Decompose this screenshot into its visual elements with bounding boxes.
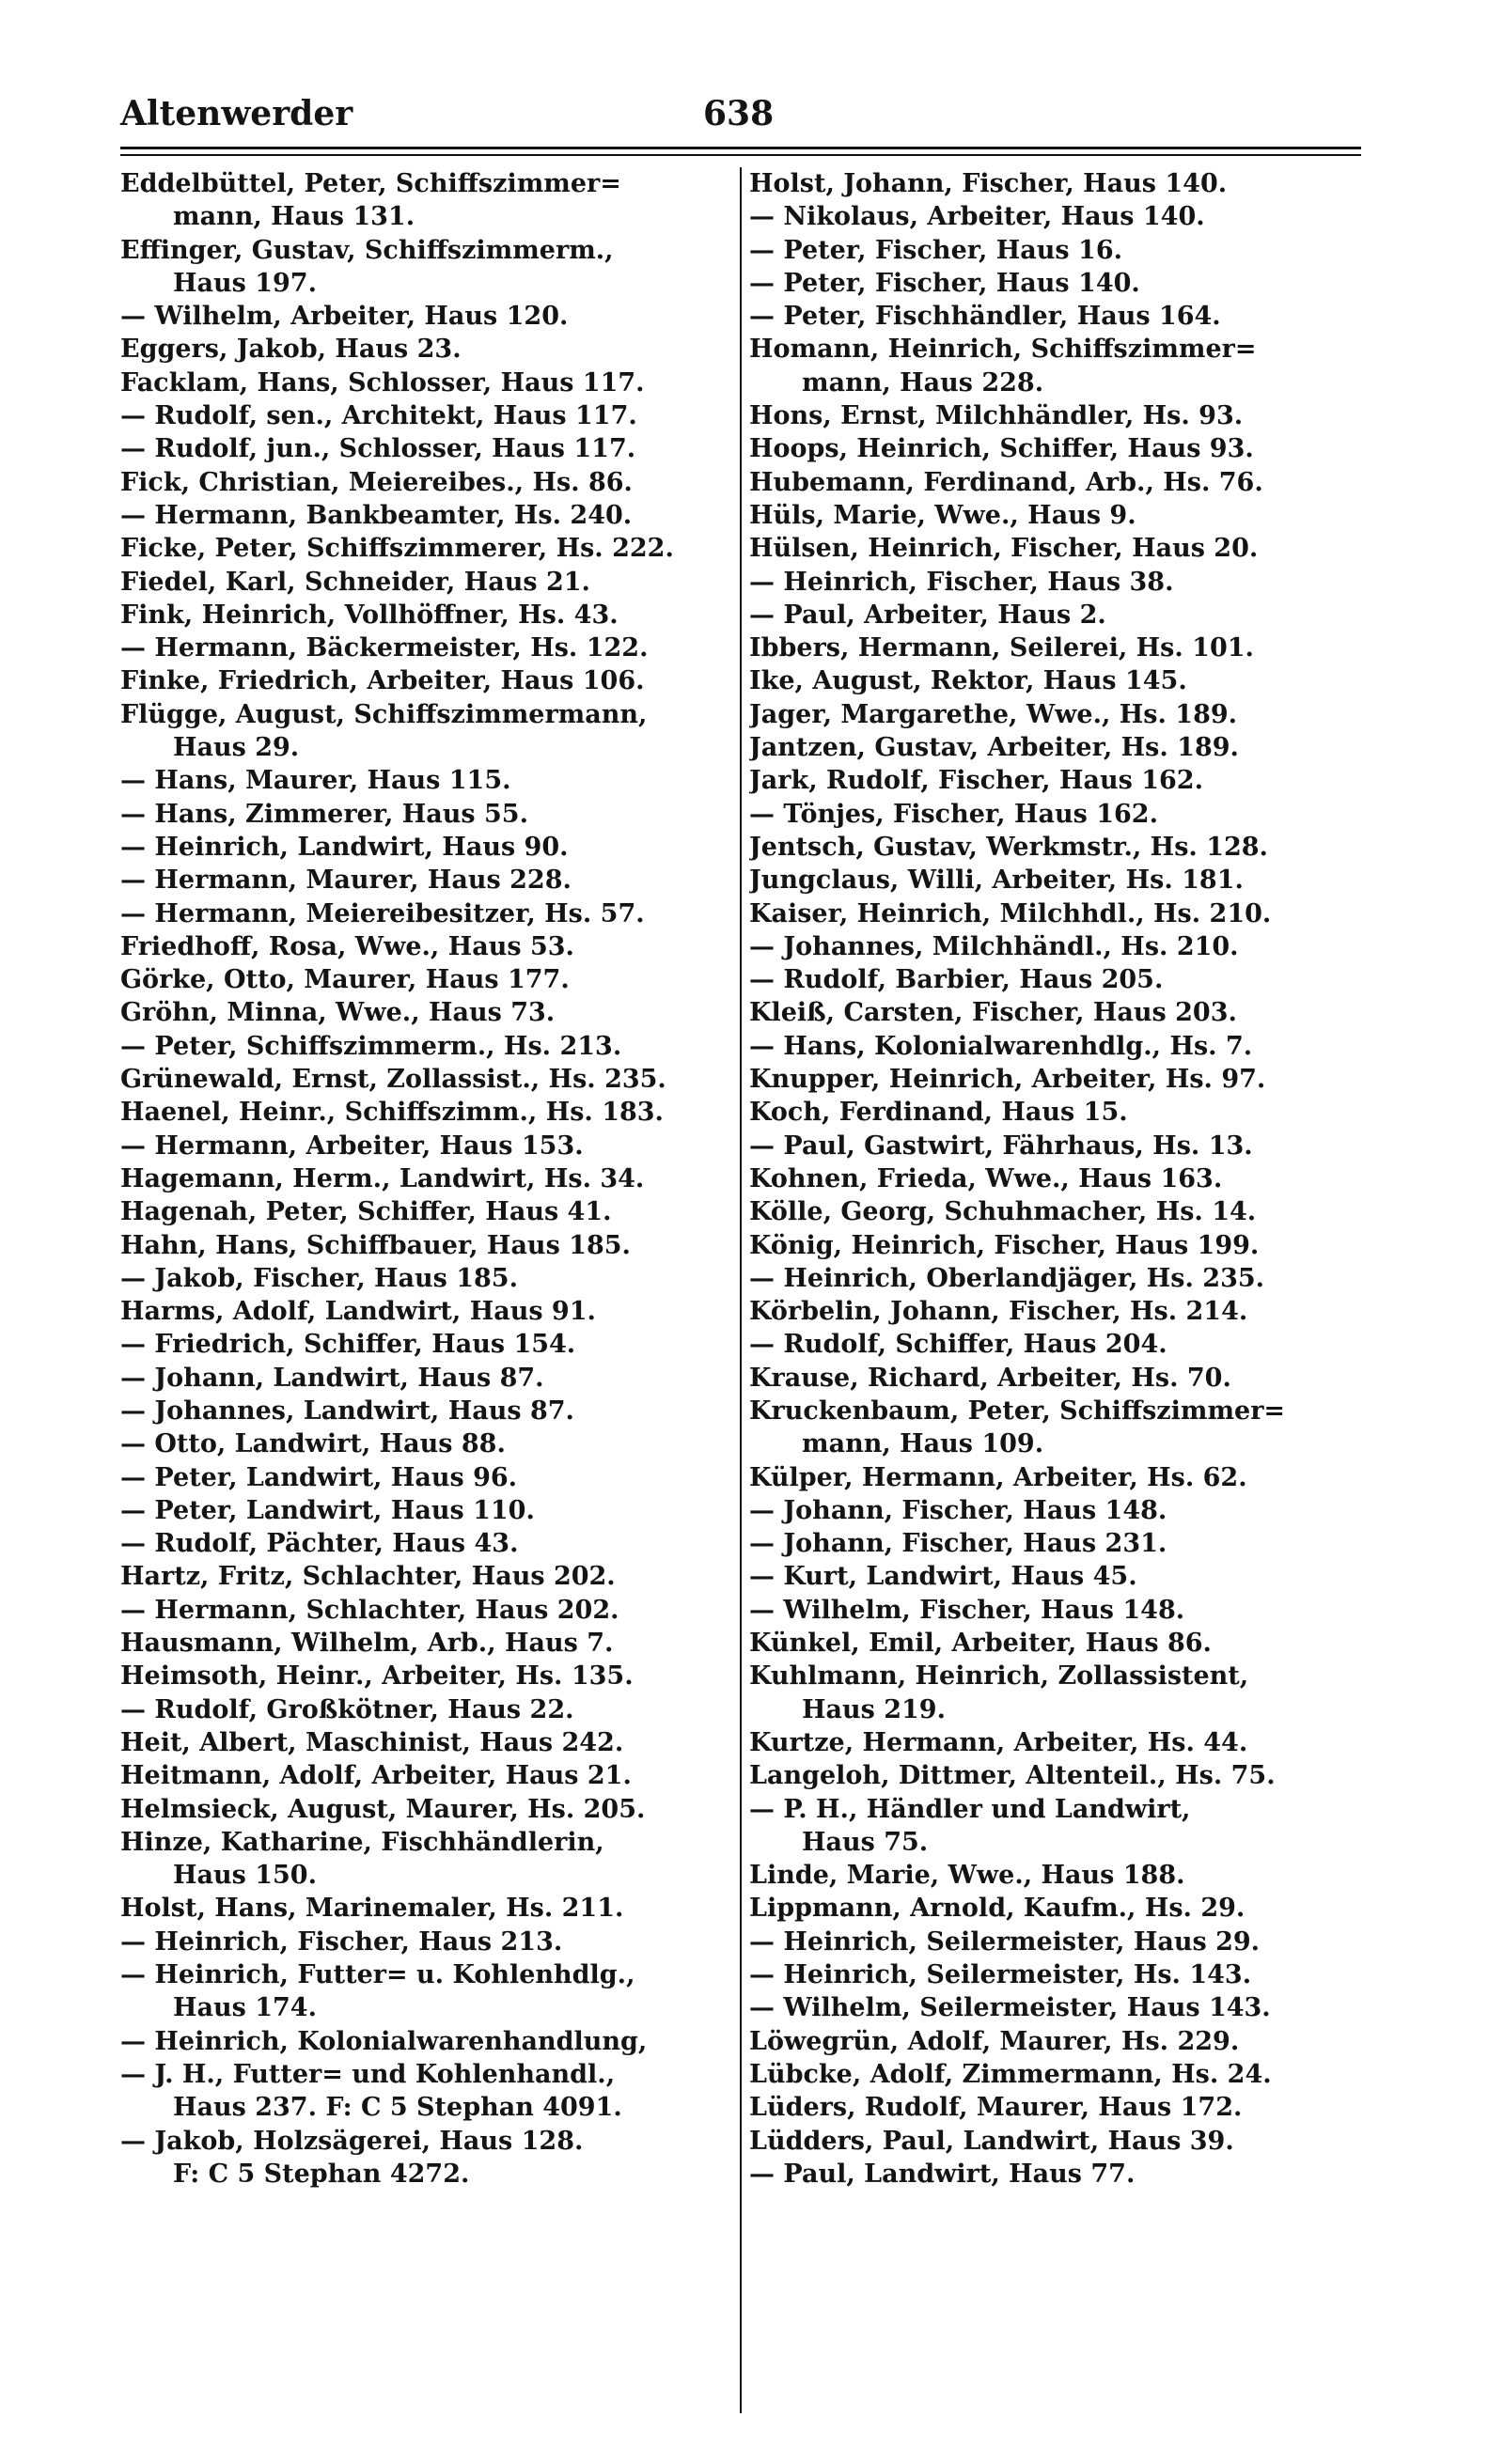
directory-entry: Lüders, Rudolf, Maurer, Haus 172. bbox=[749, 2093, 1243, 2123]
directory-entry: König, Heinrich, Fischer, Haus 199. bbox=[749, 1230, 1260, 1260]
directory-entry: Flügge, August, Schiffszimmermann, bbox=[120, 699, 648, 729]
directory-entry: Eddelbüttel, Peter, Schiffszimmer= bbox=[120, 169, 621, 198]
directory-entry: — Peter, Schiffszimmerm., Hs. 213. bbox=[120, 1031, 622, 1061]
directory-entry: — Johann, Landwirt, Haus 87. bbox=[120, 1363, 544, 1393]
directory-entry: — Wilhelm, Seilermeister, Haus 143. bbox=[749, 1993, 1271, 2023]
directory-entry: Heitmann, Adolf, Arbeiter, Haus 21. bbox=[120, 1761, 632, 1791]
header-rule-double bbox=[120, 154, 1361, 156]
directory-entry: Koch, Ferdinand, Haus 15. bbox=[749, 1098, 1128, 1128]
directory-entry: — Heinrich, Kolonialwarenhandlung, bbox=[120, 2026, 648, 2056]
directory-entry: Görke, Otto, Maurer, Haus 177. bbox=[120, 965, 570, 995]
directory-entry: — Hermann, Meiereibesitzer, Hs. 57. bbox=[120, 898, 645, 928]
directory-entry: Friedhoff, Rosa, Wwe., Haus 53. bbox=[120, 931, 574, 961]
entry-continuation: Haus 219. bbox=[802, 1694, 946, 1724]
directory-entry: Hagemann, Herm., Landwirt, Hs. 34. bbox=[120, 1163, 645, 1193]
directory-entry: — Tönjes, Fischer, Haus 162. bbox=[749, 799, 1158, 829]
directory-entry: — Johann, Fischer, Haus 148. bbox=[749, 1495, 1167, 1525]
directory-entry: Fick, Christian, Meiereibes., Hs. 86. bbox=[120, 467, 633, 497]
directory-entry: — Jakob, Fischer, Haus 185. bbox=[120, 1263, 518, 1293]
directory-entry: Hüls, Marie, Wwe., Haus 9. bbox=[749, 500, 1136, 530]
directory-entry: — Friedrich, Schiffer, Haus 154. bbox=[120, 1330, 576, 1360]
directory-entry: — Peter, Fischer, Haus 16. bbox=[749, 235, 1123, 265]
directory-entry: — Hermann, Bäckermeister, Hs. 122. bbox=[120, 633, 649, 663]
entry-continuation: mann, Haus 109. bbox=[802, 1429, 1044, 1459]
directory-entry: Ficke, Peter, Schiffszimmerer, Hs. 222. bbox=[120, 534, 674, 564]
directory-entry: Körbelin, Johann, Fischer, Hs. 214. bbox=[749, 1297, 1248, 1327]
directory-entry: Kruckenbaum, Peter, Schiffszimmer= bbox=[749, 1396, 1286, 1426]
header-rule bbox=[120, 147, 1361, 149]
directory-entry: Haenel, Heinr., Schiffszimm., Hs. 183. bbox=[120, 1098, 664, 1128]
directory-entry: — Paul, Gastwirt, Fährhaus, Hs. 13. bbox=[749, 1131, 1253, 1161]
directory-entry: — Rudolf, Barbier, Haus 205. bbox=[749, 965, 1164, 995]
directory-entry: Effinger, Gustav, Schiffszimmerm., bbox=[120, 235, 614, 265]
directory-entry: Hausmann, Wilhelm, Arb., Haus 7. bbox=[120, 1629, 614, 1659]
directory-entry: Ike, August, Rektor, Haus 145. bbox=[749, 666, 1187, 696]
directory-entry: Lippmann, Arnold, Kaufm., Hs. 29. bbox=[749, 1894, 1246, 1924]
directory-entry: — Heinrich, Fischer, Haus 38. bbox=[749, 567, 1174, 597]
directory-entry: Hahn, Hans, Schiffbauer, Haus 185. bbox=[120, 1230, 631, 1260]
entry-continuation: Haus 150. bbox=[173, 1861, 317, 1891]
right-column bbox=[742, 167, 1361, 2413]
directory-entry: Kölle, Georg, Schuhmacher, Hs. 14. bbox=[749, 1197, 1257, 1227]
directory-entry: — Heinrich, Oberlandjäger, Hs. 235. bbox=[749, 1263, 1265, 1293]
directory-entry: — Peter, Fischhändler, Haus 164. bbox=[749, 302, 1221, 332]
directory-entry: Facklam, Hans, Schlosser, Haus 117. bbox=[120, 367, 645, 398]
directory-entry: Hinze, Katharine, Fischhändlerin, bbox=[120, 1827, 604, 1857]
directory-entry: Jager, Margarethe, Wwe., Hs. 189. bbox=[749, 699, 1238, 729]
directory-entry: — Heinrich, Landwirt, Haus 90. bbox=[120, 832, 569, 862]
directory-entry: — Rudolf, sen., Architekt, Haus 117. bbox=[120, 401, 637, 431]
directory-entry: — P. H., Händler und Landwirt, bbox=[749, 1794, 1191, 1824]
directory-entry: — J. H., Futter= und Kohlenhandl., bbox=[120, 2059, 616, 2089]
directory-entry: — Rudolf, jun., Schlosser, Haus 117. bbox=[120, 434, 636, 464]
page-number: 638 bbox=[703, 94, 775, 133]
directory-entry: — Hermann, Arbeiter, Haus 153. bbox=[120, 1131, 584, 1161]
directory-entry: — Paul, Landwirt, Haus 77. bbox=[749, 2159, 1136, 2189]
directory-entry: — Heinrich, Seilermeister, Haus 29. bbox=[749, 1926, 1261, 1957]
directory-entry: Jentsch, Gustav, Werkmstr., Hs. 128. bbox=[749, 832, 1268, 862]
directory-entry: Knupper, Heinrich, Arbeiter, Hs. 97. bbox=[749, 1065, 1266, 1095]
entry-continuation: mann, Haus 131. bbox=[173, 202, 415, 232]
directory-entry: — Johann, Fischer, Haus 231. bbox=[749, 1529, 1167, 1559]
directory-entry: Fiedel, Karl, Schneider, Haus 21. bbox=[120, 567, 590, 597]
directory-entry: Fink, Heinrich, Vollhöffner, Hs. 43. bbox=[120, 600, 619, 630]
directory-entry: — Hans, Kolonialwarenhdlg., Hs. 7. bbox=[749, 1031, 1253, 1061]
directory-entry: — Hermann, Bankbeamter, Hs. 240. bbox=[120, 500, 633, 530]
directory-entry: Löwegrün, Adolf, Maurer, Hs. 229. bbox=[749, 2026, 1240, 2056]
directory-entry: — Heinrich, Fischer, Haus 213. bbox=[120, 1926, 563, 1957]
directory-entry: Harms, Adolf, Landwirt, Haus 91. bbox=[120, 1297, 596, 1327]
directory-entry: — Johannes, Milchhändl., Hs. 210. bbox=[749, 931, 1239, 961]
directory-entry: Heit, Albert, Maschinist, Haus 242. bbox=[120, 1727, 624, 1757]
page-header bbox=[120, 90, 1361, 137]
directory-entry: — Rudolf, Schiffer, Haus 204. bbox=[749, 1330, 1167, 1360]
directory-entry: — Nikolaus, Arbeiter, Haus 140. bbox=[749, 202, 1205, 232]
directory-entry: — Peter, Landwirt, Haus 110. bbox=[120, 1495, 535, 1525]
directory-entry: — Jakob, Holzsägerei, Haus 128. bbox=[120, 2126, 584, 2156]
directory-entry: — Peter, Fischer, Haus 140. bbox=[749, 268, 1140, 298]
directory-entry: Heimsoth, Heinr., Arbeiter, Hs. 135. bbox=[120, 1661, 634, 1692]
directory-entry: Homann, Heinrich, Schiffszimmer= bbox=[749, 335, 1257, 365]
directory-entry: — Hans, Maurer, Haus 115. bbox=[120, 766, 511, 796]
directory-entry: — Hans, Zimmerer, Haus 55. bbox=[120, 799, 528, 829]
directory-entry: Linde, Marie, Wwe., Haus 188. bbox=[749, 1861, 1185, 1891]
directory-entry: Jark, Rudolf, Fischer, Haus 162. bbox=[749, 766, 1203, 796]
running-head-place: Altenwerder bbox=[120, 94, 353, 133]
directory-entry: Lübcke, Adolf, Zimmermann, Hs. 24. bbox=[749, 2059, 1272, 2089]
directory-entry: — Hermann, Maurer, Haus 228. bbox=[120, 866, 572, 896]
directory-entry: — Paul, Arbeiter, Haus 2. bbox=[749, 600, 1106, 630]
entry-continuation: Haus 174. bbox=[173, 1993, 317, 2023]
directory-entry: — Heinrich, Futter= u. Kohlenhdlg., bbox=[120, 1960, 635, 1990]
directory-entry: — Johannes, Landwirt, Haus 87. bbox=[120, 1396, 574, 1426]
directory-entry: — Heinrich, Seilermeister, Hs. 143. bbox=[749, 1960, 1252, 1990]
directory-entry: — Wilhelm, Arbeiter, Haus 120. bbox=[120, 302, 569, 332]
directory-entry: Holst, Johann, Fischer, Haus 140. bbox=[749, 169, 1228, 198]
directory-entry: Finke, Friedrich, Arbeiter, Haus 106. bbox=[120, 666, 645, 696]
directory-entry: — Wilhelm, Fischer, Haus 148. bbox=[749, 1595, 1185, 1625]
directory-entry: Helmsieck, August, Maurer, Hs. 205. bbox=[120, 1794, 646, 1824]
directory-entry: — Rudolf, Großkötner, Haus 22. bbox=[120, 1694, 574, 1724]
directory-entry: Lüdders, Paul, Landwirt, Haus 39. bbox=[749, 2126, 1234, 2156]
entry-continuation: Haus 197. bbox=[173, 268, 317, 298]
entry-continuation: Haus 237. F: C 5 Stephan 4091. bbox=[173, 2093, 622, 2123]
entry-continuation: Haus 75. bbox=[802, 1827, 929, 1857]
directory-entry: Kurtze, Hermann, Arbeiter, Hs. 44. bbox=[749, 1727, 1248, 1757]
directory-entry: Gröhn, Minna, Wwe., Haus 73. bbox=[120, 998, 556, 1028]
directory-entry: Hagenah, Peter, Schiffer, Haus 41. bbox=[120, 1197, 612, 1227]
directory-entry: Kohnen, Frieda, Wwe., Haus 163. bbox=[749, 1163, 1223, 1193]
directory-entry: Grünewald, Ernst, Zollassist., Hs. 235. bbox=[120, 1065, 666, 1095]
directory-entry: Künkel, Emil, Arbeiter, Haus 86. bbox=[749, 1629, 1212, 1659]
directory-entry: Jantzen, Gustav, Arbeiter, Hs. 189. bbox=[749, 733, 1239, 763]
entry-continuation: mann, Haus 228. bbox=[802, 367, 1044, 398]
left-column bbox=[120, 167, 740, 2413]
directory-entry: Kaiser, Heinrich, Milchhdl., Hs. 210. bbox=[749, 898, 1272, 928]
directory-entry: Hubemann, Ferdinand, Arb., Hs. 76. bbox=[749, 467, 1263, 497]
directory-page bbox=[120, 90, 1361, 2402]
directory-entry: Hartz, Fritz, Schlachter, Haus 202. bbox=[120, 1562, 616, 1592]
directory-entry: Krause, Richard, Arbeiter, Hs. 70. bbox=[749, 1363, 1231, 1393]
directory-entry: — Kurt, Landwirt, Haus 45. bbox=[749, 1562, 1137, 1592]
entry-continuation: Haus 29. bbox=[173, 733, 300, 763]
entry-continuation: F: C 5 Stephan 4272. bbox=[173, 2159, 470, 2189]
directory-entry: Ibbers, Hermann, Seilerei, Hs. 101. bbox=[749, 633, 1254, 663]
directory-entry: Jungclaus, Willi, Arbeiter, Hs. 181. bbox=[749, 866, 1244, 896]
directory-entry: — Otto, Landwirt, Haus 88. bbox=[120, 1429, 506, 1459]
directory-entry: Holst, Hans, Marinemaler, Hs. 211. bbox=[120, 1894, 624, 1924]
directory-entry: Külper, Hermann, Arbeiter, Hs. 62. bbox=[749, 1462, 1247, 1492]
directory-entry: Kleiß, Carsten, Fischer, Haus 203. bbox=[749, 998, 1237, 1028]
directory-entry: — Hermann, Schlachter, Haus 202. bbox=[120, 1595, 619, 1625]
directory-entry: Langeloh, Dittmer, Altenteil., Hs. 75. bbox=[749, 1761, 1276, 1791]
directory-entry: Hons, Ernst, Milchhändler, Hs. 93. bbox=[749, 401, 1244, 431]
directory-entry: Eggers, Jakob, Haus 23. bbox=[120, 335, 462, 365]
directory-entry: — Peter, Landwirt, Haus 96. bbox=[120, 1462, 518, 1492]
directory-entry: — Rudolf, Pächter, Haus 43. bbox=[120, 1529, 519, 1559]
directory-entry: Hoops, Heinrich, Schiffer, Haus 93. bbox=[749, 434, 1254, 464]
directory-entry: Hülsen, Heinrich, Fischer, Haus 20. bbox=[749, 534, 1259, 564]
directory-columns bbox=[120, 167, 1361, 2413]
directory-entry: Kuhlmann, Heinrich, Zollassistent, bbox=[749, 1661, 1249, 1692]
